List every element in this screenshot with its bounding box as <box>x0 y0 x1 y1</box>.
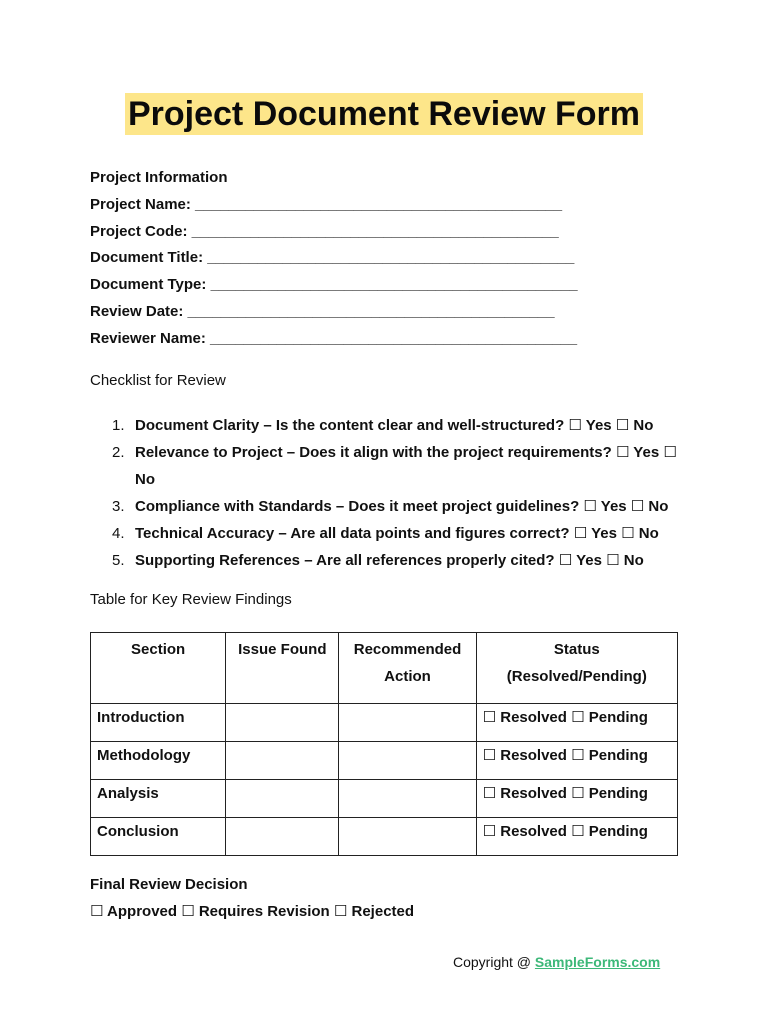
issue-cell[interactable] <box>226 742 339 780</box>
section-cell: Analysis <box>91 780 226 818</box>
project-code-field[interactable]: Project Code: ____________________________________________ <box>90 223 559 240</box>
column-header-action: Recommended Action <box>339 633 476 704</box>
item-text: Relevance to Project – Does it align with the project requirements? ☐ Yes ☐ No <box>135 444 677 488</box>
status-cell[interactable]: ☐ Resolved ☐ Pending <box>476 780 677 818</box>
item-number: 1. <box>112 417 125 434</box>
checklist <box>90 412 690 574</box>
item-number: 3. <box>112 498 125 515</box>
copyright-footer <box>453 952 660 972</box>
status-cell[interactable]: ☐ Resolved ☐ Pending <box>476 704 677 742</box>
page-title: Project Document Review Form <box>125 93 643 135</box>
reviewer-name-field[interactable]: Reviewer Name: ____________________________________________ <box>90 330 578 347</box>
column-header-status: Status (Resolved/Pending) <box>476 633 677 704</box>
project-name-field[interactable]: Project Name: ____________________________________________ <box>90 196 563 213</box>
issue-cell[interactable] <box>226 818 339 856</box>
checklist-item[interactable] <box>90 547 690 574</box>
issue-cell[interactable] <box>226 704 339 742</box>
document-title-field[interactable]: Document Title: ____________________________________________ <box>90 249 575 266</box>
column-header-section: Section <box>91 633 226 704</box>
table-row <box>91 780 678 818</box>
action-cell[interactable] <box>339 704 476 742</box>
table-row <box>91 742 678 780</box>
section-cell: Methodology <box>91 742 226 780</box>
review-date-field[interactable]: Review Date: ____________________________________________ <box>90 303 555 320</box>
item-text: Document Clarity – Is the content clear and well-structured? ☐ Yes ☐ No <box>135 417 654 434</box>
action-cell[interactable] <box>339 818 476 856</box>
action-cell[interactable] <box>339 780 476 818</box>
checklist-item[interactable] <box>90 493 690 520</box>
column-header-issue: Issue Found <box>226 633 339 704</box>
checklist-item[interactable] <box>90 439 690 493</box>
section-cell: Conclusion <box>91 818 226 856</box>
table-header-row <box>91 633 678 704</box>
status-cell[interactable]: ☐ Resolved ☐ Pending <box>476 818 677 856</box>
final-decision-options[interactable]: ☐ Approved ☐ Requires Revision ☐ Rejected <box>90 903 415 920</box>
document-type-field[interactable]: Document Type: ____________________________________________ <box>90 276 578 293</box>
final-decision-heading: Final Review Decision <box>90 876 248 893</box>
table-row <box>91 818 678 856</box>
findings-heading: Table for Key Review Findings <box>90 591 292 608</box>
issue-cell[interactable] <box>226 780 339 818</box>
item-text: Supporting References – Are all references properly cited? ☐ Yes ☐ No <box>135 552 644 569</box>
copyright-text: Copyright @ <box>453 954 535 970</box>
table-row <box>91 704 678 742</box>
item-text: Compliance with Standards – Does it meet project guidelines? ☐ Yes ☐ No <box>135 498 669 515</box>
item-number: 4. <box>112 525 125 542</box>
action-cell[interactable] <box>339 742 476 780</box>
sampleforms-link[interactable]: SampleForms.com <box>534 954 661 970</box>
status-cell[interactable]: ☐ Resolved ☐ Pending <box>476 742 677 780</box>
item-text: Technical Accuracy – Are all data points and figures correct? ☐ Yes ☐ No <box>135 525 659 542</box>
section-cell: Introduction <box>91 704 226 742</box>
item-number: 2. <box>112 444 125 461</box>
project-info-heading: Project Information <box>90 169 228 186</box>
checklist-item[interactable] <box>90 412 690 439</box>
checklist-item[interactable] <box>90 520 690 547</box>
findings-table <box>90 632 678 856</box>
item-number: 5. <box>112 552 125 569</box>
title-container <box>0 93 768 135</box>
checklist-heading: Checklist for Review <box>90 372 226 389</box>
